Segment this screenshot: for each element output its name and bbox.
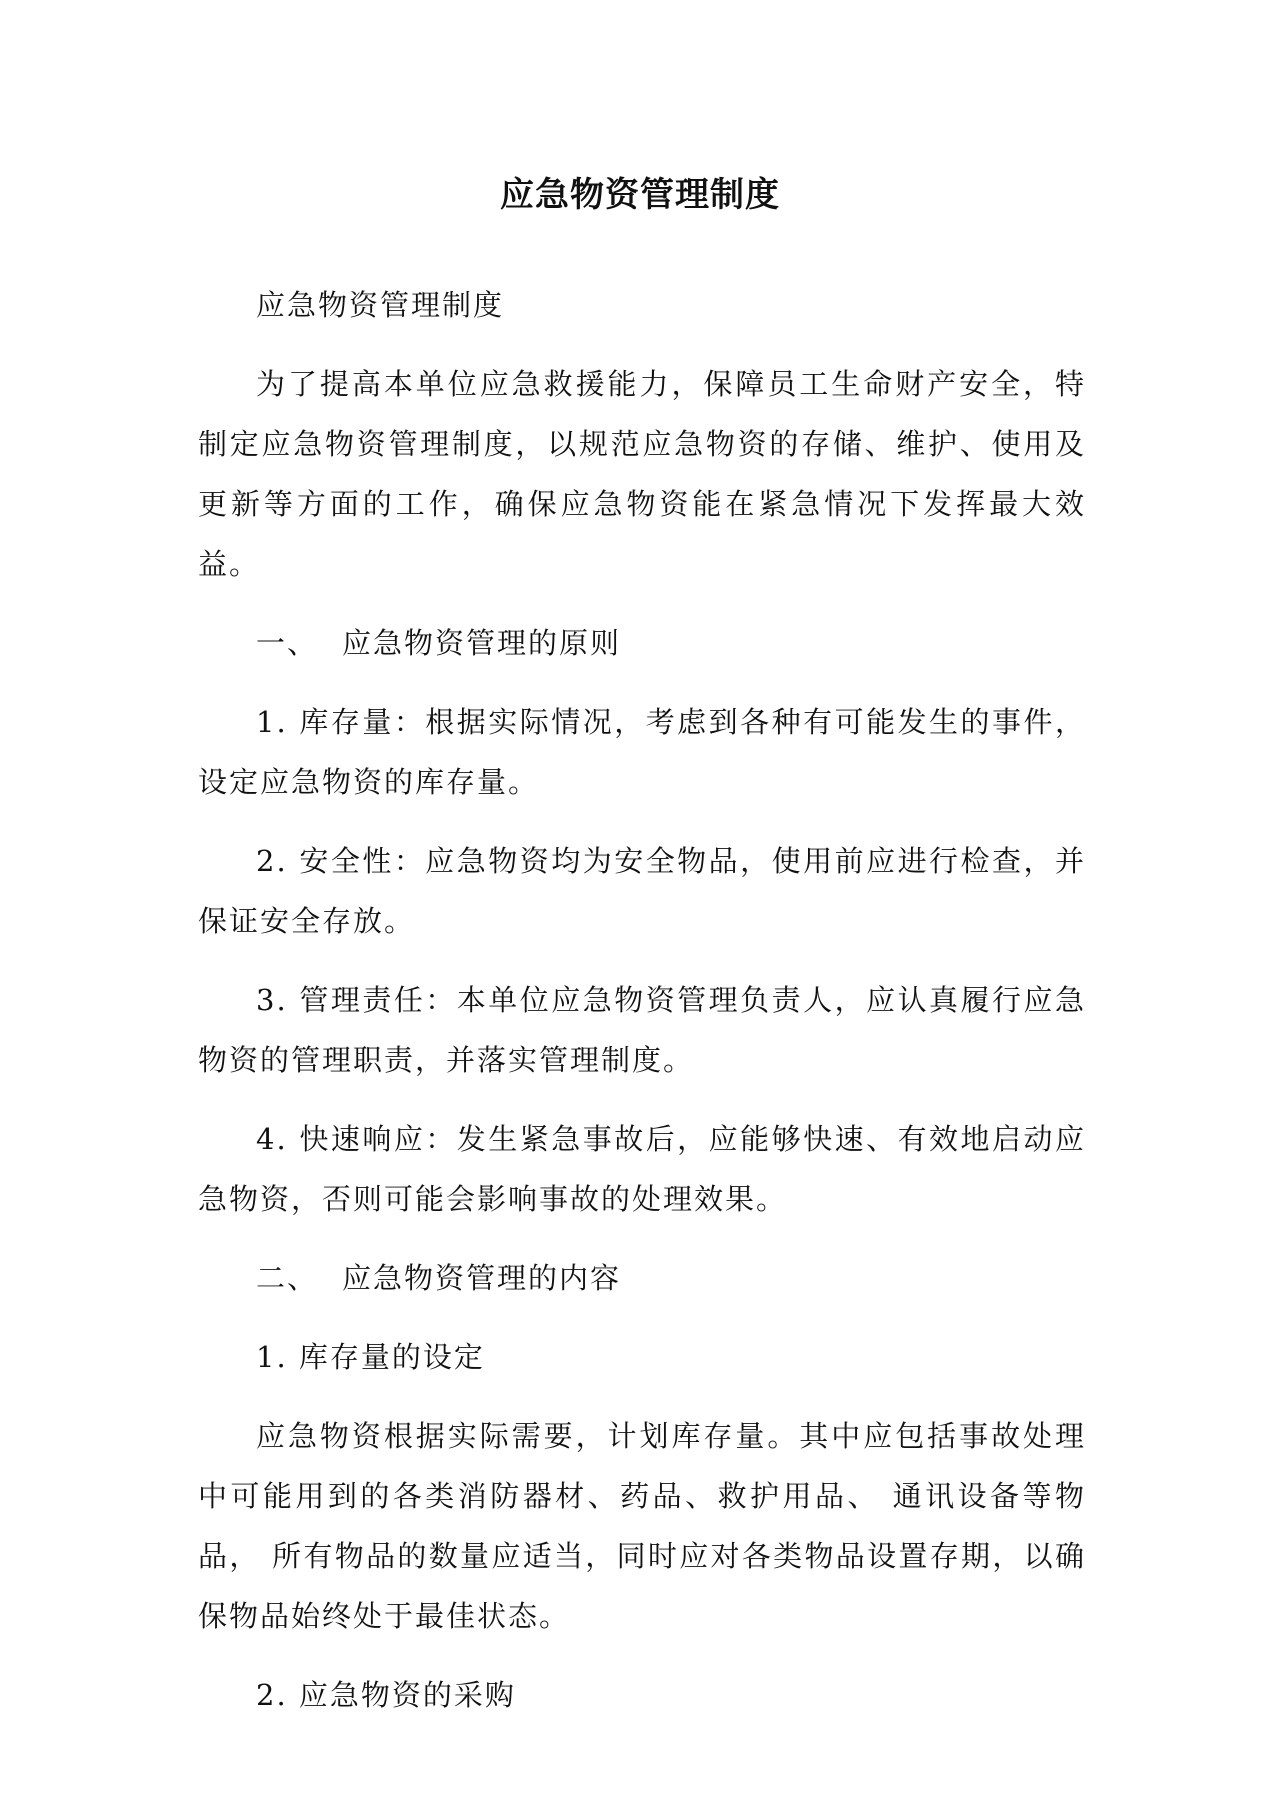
section-title: 应急物资管理的内容 (342, 1261, 622, 1295)
principle-item-1: 1. 库存量：根据实际情况，考虑到各种有可能发生的事件，设定应急物资的库存量。 (198, 705, 1086, 799)
content-subheading-2: 2. 应急物资的采购 (256, 1678, 516, 1712)
section-number: 二、 (256, 1261, 319, 1295)
principle-item-4: 4. 快速响应：发生紧急事故后，应能够快速、有效地启动应急物资，否则可能会影响事故的处理效果。 (198, 1122, 1086, 1216)
document-body (198, 275, 1086, 1744)
inventory-paragraph: 应急物资根据实际需要，计划库存量。其中应包括事故处理中可能用到的各类消防器材、药品、救护用品、 通讯设备等物品， 所有物品的数量应适当，同时应对各类物品设置存期，以确保物品始终处于最佳状态。 (198, 1419, 1086, 1633)
principle-item-3: 3. 管理责任：本单位应急物资管理负责人，应认真履行应急物资的管理职责，并落实管理制度。 (198, 983, 1086, 1077)
subtitle-paragraph: 应急物资管理制度 (256, 288, 505, 322)
section-title: 应急物资管理的原则 (342, 626, 622, 660)
intro-paragraph: 为了提高本单位应急救援能力，保障员工生命财产安全，特制定应急物资管理制度，以规范应急物资的存储、维护、使用及更新等方面的工作，确保应急物资能在紧急情况下发挥最大效益。 (198, 367, 1086, 581)
content-subheading-1: 1. 库存量的设定 (256, 1340, 485, 1374)
principle-item-2: 2. 安全性：应急物资均为安全物品，使用前应进行检查，并保证安全存放。 (198, 844, 1086, 938)
section-heading-2 (198, 1248, 1086, 1308)
section-heading-1 (198, 613, 1086, 673)
section-number: 一、 (256, 626, 319, 660)
document-title: 应急物资管理制度 (500, 175, 780, 215)
